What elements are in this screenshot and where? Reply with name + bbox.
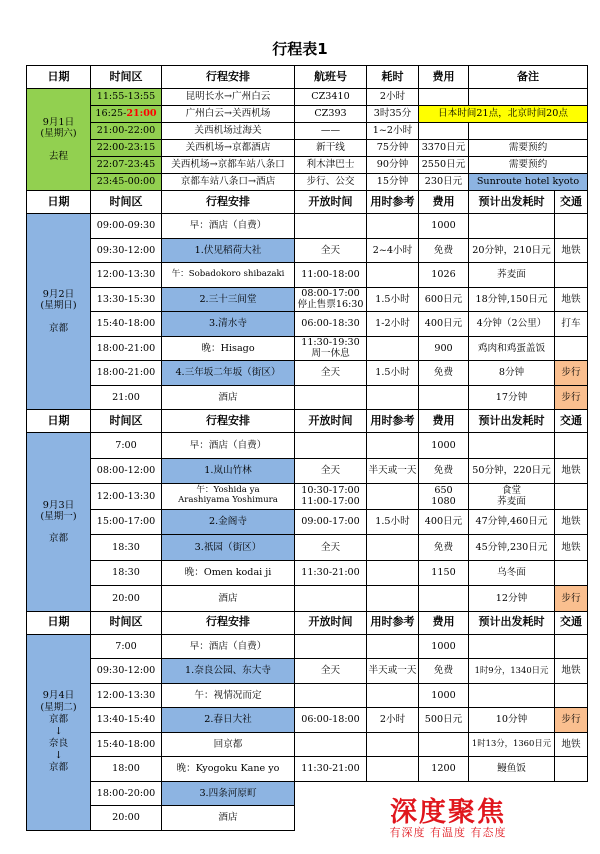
open-cell: 11:30-21:00 <box>295 757 367 782</box>
header-date: 日期 <box>27 66 91 89</box>
time-cell: 23:45-00:00 <box>91 174 162 191</box>
eta-cell: 鸡肉和鸡蛋盖饭 <box>469 336 555 361</box>
table-header-row <box>27 66 588 89</box>
open-cell: 11:30-19:30 周一休息 <box>295 336 367 361</box>
eta-cell <box>469 683 555 708</box>
header-transport: 交通 <box>555 191 588 214</box>
day4-label: 9月4日 (星期二) 京都 ↓ 奈良 ↓ 京都 <box>27 634 91 830</box>
table-row <box>27 560 588 586</box>
plan-cell: 午：Yoshida ya Arashiyama Yoshimura <box>162 484 295 510</box>
plan-cell: 酒店 <box>162 385 295 410</box>
transport-cell: 打车 <box>555 312 588 337</box>
open-cell <box>295 634 367 659</box>
table-header-row <box>27 410 588 433</box>
time-cell: 21:00-22:00 <box>91 123 162 140</box>
time-cell: 7:00 <box>91 634 162 659</box>
page-title: 行程表1 <box>272 40 328 58</box>
plan-cell: 回京都 <box>162 732 295 757</box>
open-cell: 10:30-17:00 11:00-17:00 <box>295 484 367 510</box>
time-cell: 09:30-12:00 <box>91 238 162 263</box>
header-date: 日期 <box>27 191 91 214</box>
open-cell: 全天 <box>295 238 367 263</box>
transport-cell <box>555 634 588 659</box>
eta-cell: 47分钟,460日元 <box>469 509 555 535</box>
plan-cell: 广州白云→关西机场 <box>162 106 295 123</box>
plan-cell: 晚：Hisago <box>162 336 295 361</box>
cost-cell: 免费 <box>419 361 469 386</box>
timezone-note: 日本时间21点，北京时间20点 <box>419 106 588 123</box>
cost-cell: 1026 <box>419 263 469 288</box>
cost-cell: 500日元 <box>419 708 469 733</box>
open-cell: 全天 <box>295 458 367 484</box>
header-time: 时间区 <box>91 66 162 89</box>
time-cell: 11:55-13:55 <box>91 89 162 106</box>
note-cell <box>469 123 588 140</box>
cost-cell: 1000 <box>419 634 469 659</box>
transport-cell <box>555 757 588 782</box>
cost-cell: 1000 <box>419 433 469 459</box>
table-row <box>27 509 588 535</box>
table-row <box>27 123 588 140</box>
transport-cell: 步行 <box>555 385 588 410</box>
cost-cell <box>419 732 469 757</box>
header-time: 时间区 <box>91 611 162 634</box>
cost-cell: 900 <box>419 336 469 361</box>
time-cell: 18:00-21:00 <box>91 361 162 386</box>
open-cell: 全天 <box>295 361 367 386</box>
eta-cell: 12分钟 <box>469 586 555 612</box>
cost-cell: 1000 <box>419 214 469 239</box>
flight-cell: CZ393 <box>295 106 367 123</box>
ref-cell <box>367 535 419 561</box>
eta-cell: 食堂 荞麦面 <box>469 484 555 510</box>
table-row <box>27 433 588 459</box>
cost-cell: 免费 <box>419 458 469 484</box>
itinerary-table <box>26 65 588 831</box>
header-transport: 交通 <box>555 611 588 634</box>
eta-cell: 45分钟,230日元 <box>469 535 555 561</box>
table-row <box>27 484 588 510</box>
flight-cell: 利木津巴士 <box>295 157 367 174</box>
flight-cell: 新干线 <box>295 140 367 157</box>
time-cell: 20:00 <box>91 806 162 831</box>
table-row <box>27 732 588 757</box>
transport-cell <box>555 560 588 586</box>
table-row <box>27 287 588 312</box>
ref-cell <box>367 586 419 612</box>
open-cell: 全天 <box>295 659 367 684</box>
header-ref: 用时参考 <box>367 410 419 433</box>
time-cell: 18:30 <box>91 560 162 586</box>
table-row <box>27 659 588 684</box>
header-cost: 费用 <box>419 611 469 634</box>
cost-cell: 1000 <box>419 683 469 708</box>
plan-cell: 酒店 <box>162 586 295 612</box>
open-cell <box>295 683 367 708</box>
header-ref: 用时参考 <box>367 191 419 214</box>
header-duration: 耗时 <box>367 66 419 89</box>
plan-cell: 2.三十三间堂 <box>162 287 295 312</box>
ref-cell: 2~4小时 <box>367 238 419 263</box>
plan-cell: 3.清水寺 <box>162 312 295 337</box>
header-eta: 预计出发耗时 <box>469 410 555 433</box>
transport-cell: 步行 <box>555 586 588 612</box>
table-header-row <box>27 611 588 634</box>
time-cell: 12:00-13:30 <box>91 484 162 510</box>
plan-cell: 午：视情况而定 <box>162 683 295 708</box>
eta-cell <box>469 214 555 239</box>
transport-cell: 地铁 <box>555 732 588 757</box>
transport-cell <box>555 484 588 510</box>
open-cell <box>295 732 367 757</box>
table-row <box>27 535 588 561</box>
header-cost: 费用 <box>419 191 469 214</box>
day2-label: 9月2日 (星期日) 京都 <box>27 214 91 410</box>
transport-cell: 地铁 <box>555 458 588 484</box>
ref-cell: 半天或一天 <box>367 458 419 484</box>
time-cell: 09:30-12:00 <box>91 659 162 684</box>
table-row <box>27 361 588 386</box>
cost-cell: 1150 <box>419 560 469 586</box>
ref-cell: 半天或一天 <box>367 659 419 684</box>
open-cell: 11:00-18:00 <box>295 263 367 288</box>
time-cell: 15:00-17:00 <box>91 509 162 535</box>
plan-cell: 早：酒店（自费） <box>162 634 295 659</box>
table-row <box>27 757 588 782</box>
time-cell: 20:00 <box>91 586 162 612</box>
ref-cell: 2小时 <box>367 708 419 733</box>
day1-label: 9月1日 (星期六) 去程 <box>27 89 91 191</box>
table-row <box>27 174 588 191</box>
table-row <box>27 157 588 174</box>
cost-cell: 免费 <box>419 659 469 684</box>
cost-cell: 600日元 <box>419 287 469 312</box>
time-cell: 16:25-21:00 <box>91 106 162 123</box>
cost-cell: 免费 <box>419 238 469 263</box>
header-date: 日期 <box>27 611 91 634</box>
eta-cell: 1时9分，1340日元 <box>469 659 555 684</box>
plan-cell: 早：酒店（自费） <box>162 433 295 459</box>
plan-cell: 关西机场→京都车站八条口 <box>162 157 295 174</box>
cost-cell: 400日元 <box>419 312 469 337</box>
watermark-sub: 有深度 有温度 有态度 <box>389 826 507 839</box>
header-cost: 费用 <box>419 66 469 89</box>
open-cell <box>295 214 367 239</box>
header-time: 时间区 <box>91 410 162 433</box>
cost-cell: 2550日元 <box>419 157 469 174</box>
cost-cell: 650 1080 <box>419 484 469 510</box>
cost-cell <box>419 385 469 410</box>
open-cell: 11:30-21:00 <box>295 560 367 586</box>
open-cell: 06:00-18:00 <box>295 708 367 733</box>
eta-cell <box>469 433 555 459</box>
time-cell: 15:40-18:00 <box>91 732 162 757</box>
cost-cell: 免费 <box>419 535 469 561</box>
header-open: 开放时间 <box>295 611 367 634</box>
table-row <box>27 634 588 659</box>
note-cell: 需要预约 <box>469 140 588 157</box>
time-cell: 18:00 <box>91 757 162 782</box>
header-open: 开放时间 <box>295 191 367 214</box>
open-cell: 06:00-18:30 <box>295 312 367 337</box>
transport-cell: 地铁 <box>555 287 588 312</box>
ref-cell <box>367 385 419 410</box>
time-cell: 21:00 <box>91 385 162 410</box>
cost-cell <box>419 586 469 612</box>
table-row <box>27 385 588 410</box>
time-cell: 18:00-21:00 <box>91 336 162 361</box>
plan-cell: 京都车站八条口→酒店 <box>162 174 295 191</box>
cost-cell: 400日元 <box>419 509 469 535</box>
time-cell: 22:00-23:15 <box>91 140 162 157</box>
transport-cell <box>555 433 588 459</box>
transport-cell <box>555 683 588 708</box>
duration-cell: 15分钟 <box>367 174 419 191</box>
eta-cell: 鳗鱼饭 <box>469 757 555 782</box>
header-time: 时间区 <box>91 191 162 214</box>
ref-cell <box>367 433 419 459</box>
header-note: 备注 <box>469 66 588 89</box>
plan-cell: 关西机场过海关 <box>162 123 295 140</box>
plan-cell: 早：酒店（自费） <box>162 214 295 239</box>
plan-cell: 1.伏见稻荷大社 <box>162 238 295 263</box>
ref-cell: 1.5小时 <box>367 361 419 386</box>
time-cell: 18:30 <box>91 535 162 561</box>
duration-cell: 1~2小时 <box>367 123 419 140</box>
time-cell: 12:00-13:30 <box>91 683 162 708</box>
table-row <box>27 214 588 239</box>
transport-cell <box>555 263 588 288</box>
header-plan: 行程安排 <box>162 611 295 634</box>
eta-cell: 10分钟 <box>469 708 555 733</box>
plan-cell: 3.四条河原町 <box>162 781 295 806</box>
table-row <box>27 336 588 361</box>
transport-cell: 地铁 <box>555 659 588 684</box>
header-cost: 费用 <box>419 410 469 433</box>
table-header-row <box>27 191 588 214</box>
watermark-logo <box>363 790 533 840</box>
plan-cell: 4.三年坂二年坂（街区） <box>162 361 295 386</box>
eta-cell: 1时13分，1360日元 <box>469 732 555 757</box>
table-row <box>27 89 588 106</box>
ref-cell <box>367 214 419 239</box>
time-cell: 7:00 <box>91 433 162 459</box>
time-cell: 15:40-18:00 <box>91 312 162 337</box>
ref-cell <box>367 263 419 288</box>
transport-cell: 步行 <box>555 708 588 733</box>
cost-cell: 230日元 <box>419 174 469 191</box>
header-transport: 交通 <box>555 410 588 433</box>
open-cell: 09:00-17:00 <box>295 509 367 535</box>
eta-cell: 50分钟，220日元 <box>469 458 555 484</box>
transport-cell: 地铁 <box>555 509 588 535</box>
flight-cell: CZ3410 <box>295 89 367 106</box>
plan-cell: 1.奈良公园、东大寺 <box>162 659 295 684</box>
duration-cell: 2小时 <box>367 89 419 106</box>
header-date: 日期 <box>27 410 91 433</box>
eta-cell: 17分钟 <box>469 385 555 410</box>
table-row <box>27 683 588 708</box>
open-cell <box>295 433 367 459</box>
ref-cell <box>367 336 419 361</box>
header-eta: 预计出发耗时 <box>469 191 555 214</box>
plan-cell: 关西机场→京都酒店 <box>162 140 295 157</box>
eta-cell: 18分钟,150日元 <box>469 287 555 312</box>
open-cell: 全天 <box>295 535 367 561</box>
hotel-note: Sunroute hotel kyoto <box>469 174 588 191</box>
ref-cell: 1-2小时 <box>367 312 419 337</box>
table-row <box>27 708 588 733</box>
header-eta: 预计出发耗时 <box>469 611 555 634</box>
ref-cell <box>367 560 419 586</box>
ref-cell <box>367 683 419 708</box>
flight-cell: 步行、公交 <box>295 174 367 191</box>
transport-cell: 地铁 <box>555 535 588 561</box>
table-row <box>27 238 588 263</box>
note-cell <box>469 89 588 106</box>
plan-cell: 2.春日大社 <box>162 708 295 733</box>
plan-cell: 午：Sobadokoro shibazaki <box>162 263 295 288</box>
ref-cell: 1.5小时 <box>367 509 419 535</box>
time-cell: 13:30-15:30 <box>91 287 162 312</box>
ref-cell <box>367 634 419 659</box>
cost-cell <box>419 89 469 106</box>
plan-cell: 酒店 <box>162 806 295 831</box>
watermark-main: 深度聚焦 <box>390 797 506 828</box>
time-cell: 09:00-09:30 <box>91 214 162 239</box>
plan-cell: 3.祇园（街区） <box>162 535 295 561</box>
header-open: 开放时间 <box>295 410 367 433</box>
header-plan: 行程安排 <box>162 191 295 214</box>
flight-cell: —— <box>295 123 367 140</box>
table-row <box>27 586 588 612</box>
time-cell: 18:00-20:00 <box>91 781 162 806</box>
ref-cell <box>367 757 419 782</box>
transport-cell: 地铁 <box>555 238 588 263</box>
plan-cell: 2.金阁寺 <box>162 509 295 535</box>
time-cell: 22:07-23:45 <box>91 157 162 174</box>
cost-cell <box>419 123 469 140</box>
ref-cell <box>367 732 419 757</box>
time-cell: 12:00-13:30 <box>91 263 162 288</box>
cost-cell: 1200 <box>419 757 469 782</box>
duration-cell: 3时35分 <box>367 106 419 123</box>
transport-cell <box>555 336 588 361</box>
ref-cell <box>367 484 419 510</box>
transport-cell: 步行 <box>555 361 588 386</box>
eta-cell: 4分钟（2公里） <box>469 312 555 337</box>
transport-cell <box>555 214 588 239</box>
open-cell <box>295 385 367 410</box>
eta-cell: 乌冬面 <box>469 560 555 586</box>
eta-cell: 8分钟 <box>469 361 555 386</box>
ref-cell: 1.5小时 <box>367 287 419 312</box>
eta-cell <box>469 634 555 659</box>
plan-cell: 1.岚山竹林 <box>162 458 295 484</box>
time-cell: 08:00-12:00 <box>91 458 162 484</box>
table-row <box>27 312 588 337</box>
table-row <box>27 106 588 123</box>
duration-cell: 90分钟 <box>367 157 419 174</box>
day3-label: 9月3日 (星期一) 京都 <box>27 433 91 612</box>
time-cell: 13:40-15:40 <box>91 708 162 733</box>
cost-cell: 3370日元 <box>419 140 469 157</box>
plan-cell: 晚：Omen kodai ji <box>162 560 295 586</box>
open-cell <box>295 586 367 612</box>
eta-cell: 荞麦面 <box>469 263 555 288</box>
open-cell: 08:00-17:00 停止售票16:30 <box>295 287 367 312</box>
plan-cell: 晚：Kyogoku Kane yo <box>162 757 295 782</box>
header-plan: 行程安排 <box>162 66 295 89</box>
duration-cell: 75分钟 <box>367 140 419 157</box>
note-cell: 需要预约 <box>469 157 588 174</box>
table-row <box>27 140 588 157</box>
header-plan: 行程安排 <box>162 410 295 433</box>
header-flight: 航班号 <box>295 66 367 89</box>
header-ref: 用时参考 <box>367 611 419 634</box>
table-row <box>27 263 588 288</box>
eta-cell: 20分钟，210日元 <box>469 238 555 263</box>
table-row <box>27 458 588 484</box>
plan-cell: 昆明长水→广州白云 <box>162 89 295 106</box>
